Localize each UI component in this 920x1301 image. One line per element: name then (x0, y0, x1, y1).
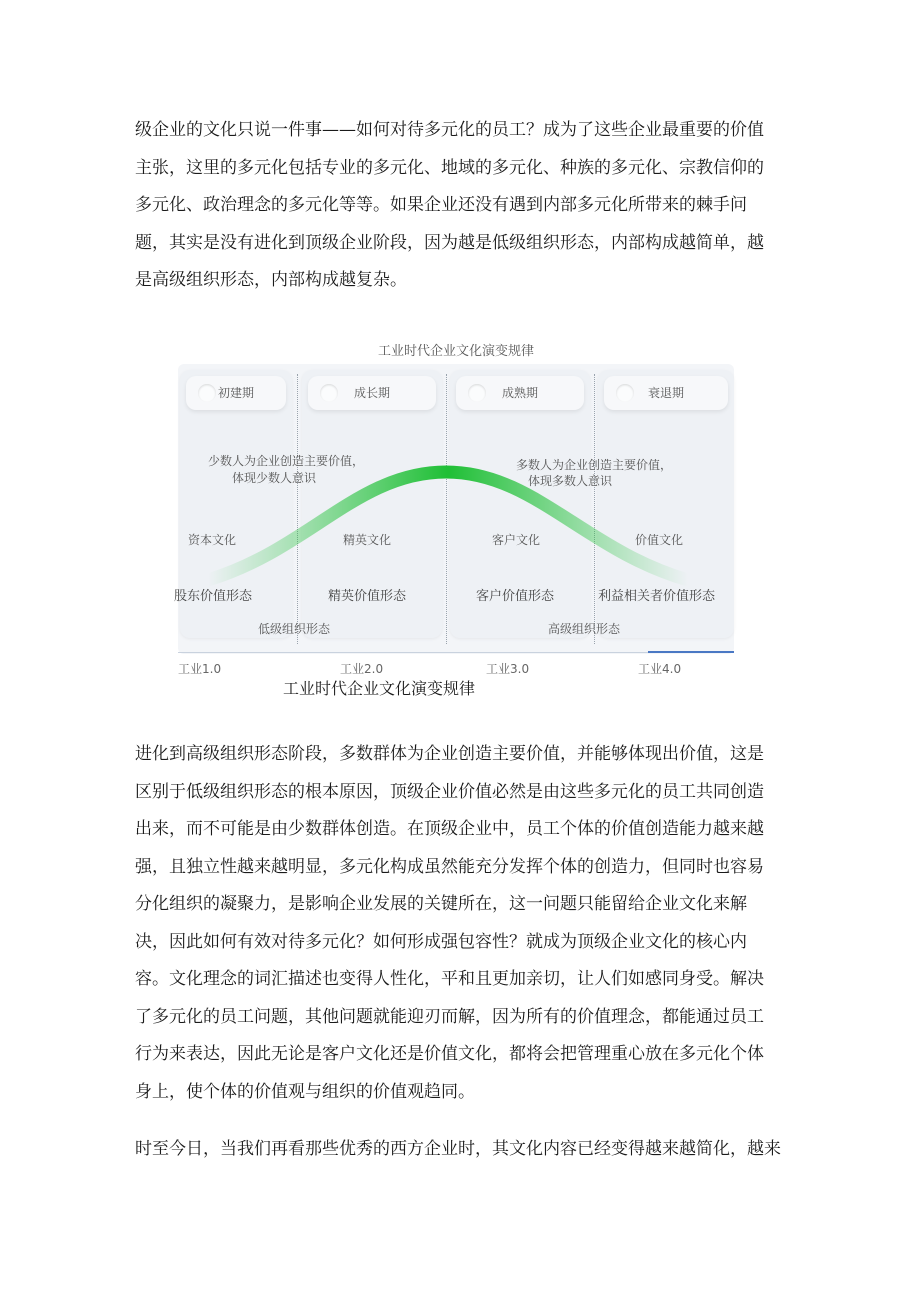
culture-label: 价值文化 (635, 533, 684, 547)
era-label: 工业1.0 (178, 662, 222, 676)
era-axis-highlight (648, 651, 734, 653)
minority-note-line1: 少数人为企业创造主要价值， (208, 454, 365, 468)
majority-note-line2: 体现多数人意识 (528, 474, 613, 488)
text-line: 级企业的文化只说一件事——如何对待多元化的员工？成为了这些企业最重要的价值 (135, 120, 764, 140)
era-label: 工业2.0 (340, 662, 384, 676)
value-form-label: 利益相关者价值形态 (598, 589, 716, 604)
text-line: 决，因此如何有效对待多元化？如何形成强包容性？就成为顶级企业文化的核心内 (135, 931, 747, 952)
culture-label: 资本文化 (188, 533, 237, 547)
evolution-curve (208, 472, 688, 580)
paragraph-1 (135, 112, 785, 300)
figure-caption: 工业时代企业文化演变规律 (283, 679, 476, 698)
stage-label: 成长期 (353, 386, 390, 400)
text-line: 行为来表达，因此无论是客户文化还是价值文化，都将会把管理重心放在多元化个体 (135, 1044, 764, 1064)
text-line: 容。文化理念的词汇描述也变得人性化，平和且更加亲切，让人们如感同身受。解决 (135, 969, 764, 989)
figure-title: 工业时代企业文化演变规律 (377, 344, 534, 359)
org-form-label: 低级组织形态 (258, 622, 331, 636)
org-form-label: 高级组织形态 (548, 622, 621, 636)
era-label: 工业4.0 (638, 662, 682, 676)
paragraph-2 (135, 736, 785, 1111)
value-form-label: 精英价值形态 (328, 589, 407, 604)
culture-evolution-figure (174, 340, 734, 678)
text-line: 了多元化的员工问题，其他问题就能迎刃而解，因为所有的价值理念，都能通过员工 (135, 1006, 764, 1027)
text-line: 强，且独立性越来越明显，多元化构成虽然能充分发挥个体的创造力，但同时也容易 (135, 856, 764, 877)
text-line: 进化到高级组织形态阶段，多数群体为企业创造主要价值，并能够体现出价值，这是 (135, 744, 764, 764)
text-line: 分化组织的凝聚力，是影响企业发展的关键所在，这一问题只能留给企业文化来解 (135, 894, 747, 914)
stage-label: 衰退期 (647, 386, 684, 400)
text-line: 是高级组织形态，内部构成越复杂。 (135, 270, 407, 290)
text-line: 时至今日，当我们再看那些优秀的西方企业时，其文化内容已经变得越来越简化，越来 (135, 1139, 781, 1159)
value-form-label: 客户价值形态 (476, 589, 555, 604)
majority-note-line1: 多数人为企业创造主要价值， (516, 458, 673, 472)
text-line: 主张，这里的多元化包括专业的多元化、地域的多元化、种族的多元化、宗教信仰的 (135, 157, 764, 178)
text-line: 多元化、政治理念的多元化等等。如果企业还没有遇到内部多元化所带来的棘手问 (135, 195, 747, 215)
stage-label: 初建期 (217, 386, 254, 400)
stage-label: 成熟期 (501, 386, 538, 400)
minority-note-line2: 体现少数人意识 (232, 471, 317, 485)
culture-label: 精英文化 (343, 533, 392, 547)
text-line: 区别于低级组织形态的根本原因，顶级企业价值必然是由这些多元化的员工共同创造 (135, 781, 764, 802)
value-form-label: 股东价值形态 (174, 589, 253, 604)
text-line: 题，其实是没有进化到顶级企业阶段，因为越是低级组织形态，内部构成越简单，越 (135, 232, 764, 253)
text-line: 出来，而不可能是由少数群体创造。在顶级企业中，员工个体的价值创造能力越来越 (135, 819, 764, 839)
culture-label: 客户文化 (492, 533, 541, 547)
text-line: 身上，使个体的价值观与组织的价值观趋同。 (135, 1081, 475, 1102)
era-label: 工业3.0 (486, 662, 530, 676)
paragraph-3 (135, 1131, 785, 1169)
